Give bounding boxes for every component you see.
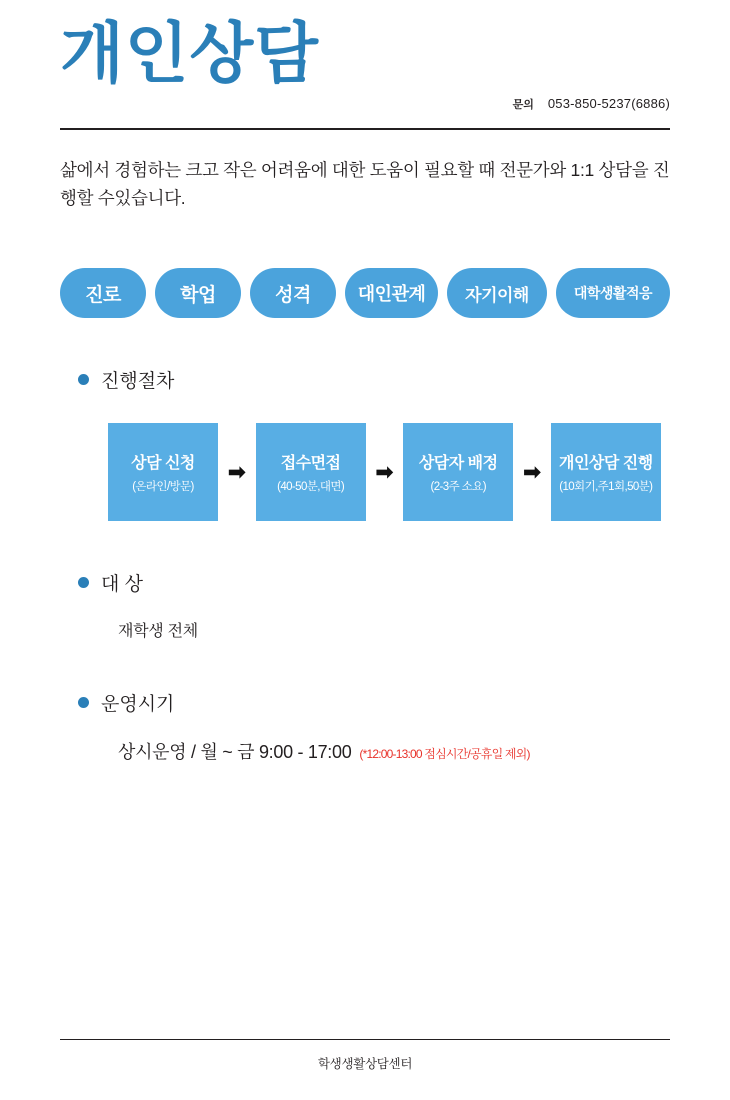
topic-tag: 성격: [250, 268, 336, 318]
page-title: 개인상담: [60, 16, 320, 90]
topic-tag-list: [60, 268, 670, 318]
section-target-body: 재학생 전체: [118, 623, 198, 640]
process-flow: [78, 423, 670, 521]
section-process: [60, 366, 670, 521]
section-process-head: [78, 366, 670, 393]
section-target: [60, 569, 670, 641]
schedule-note: (*12:00-13:00 점심시간/공휴일 제외): [359, 747, 530, 761]
intro-text: 삶에서 경험하는 크고 작은 어려움에 대한 도움이 필요할 때 전문가와 1:1 상담을 진행할 수있습니다.: [60, 160, 670, 208]
section-schedule-body: [78, 738, 670, 764]
topic-tag: 대학생활적응: [556, 268, 670, 318]
process-step-title: 개인상담 진행: [558, 455, 653, 472]
footer-text: 학생생활상담센터: [317, 1057, 413, 1071]
topic-tag: 학업: [155, 268, 241, 318]
header-divider: [60, 128, 670, 130]
process-step-sub: (40-50분,대면): [277, 481, 345, 493]
footer-divider: [60, 1039, 670, 1040]
process-step: [403, 423, 513, 521]
bullet-icon: [78, 374, 89, 385]
process-step: [108, 423, 218, 521]
schedule-text: 상시운영 / 월 ~ 금 9:00 - 17:00: [118, 742, 352, 762]
process-step-title: 상담자 배정: [418, 455, 498, 472]
section-schedule-title: 운영시기: [101, 694, 175, 715]
contact-info: [513, 96, 670, 112]
topic-tag: 대인관계: [345, 268, 438, 318]
page-header: [60, 0, 670, 128]
process-step-title: 접수면접: [280, 455, 341, 472]
process-step-sub: (2-3주 소요): [430, 481, 486, 493]
topic-tag: 진로: [60, 268, 146, 318]
process-step: [256, 423, 366, 521]
bullet-icon: [78, 697, 89, 708]
process-step-sub: (10회기,주1회,50분): [559, 481, 653, 493]
contact-number: 053-850-5237(6886): [547, 96, 670, 111]
topic-tag: 자기이해: [447, 268, 547, 318]
section-schedule-head: [78, 689, 670, 716]
arrow-right-icon: ➡: [523, 460, 541, 484]
section-process-title: 진행절차: [101, 371, 175, 392]
section-schedule: [60, 689, 670, 764]
arrow-right-icon: ➡: [375, 460, 394, 484]
bullet-icon: [78, 577, 89, 588]
contact-label: 문의: [512, 99, 534, 111]
section-target-head: [78, 569, 670, 596]
arrow-right-icon: ➡: [228, 460, 246, 484]
process-step: [551, 423, 661, 521]
section-target-title: 대 상: [101, 574, 143, 595]
process-step-sub: (온라인/방문): [132, 481, 194, 493]
process-step-title: 상담 신청: [131, 455, 195, 472]
page-footer: [60, 1039, 670, 1072]
